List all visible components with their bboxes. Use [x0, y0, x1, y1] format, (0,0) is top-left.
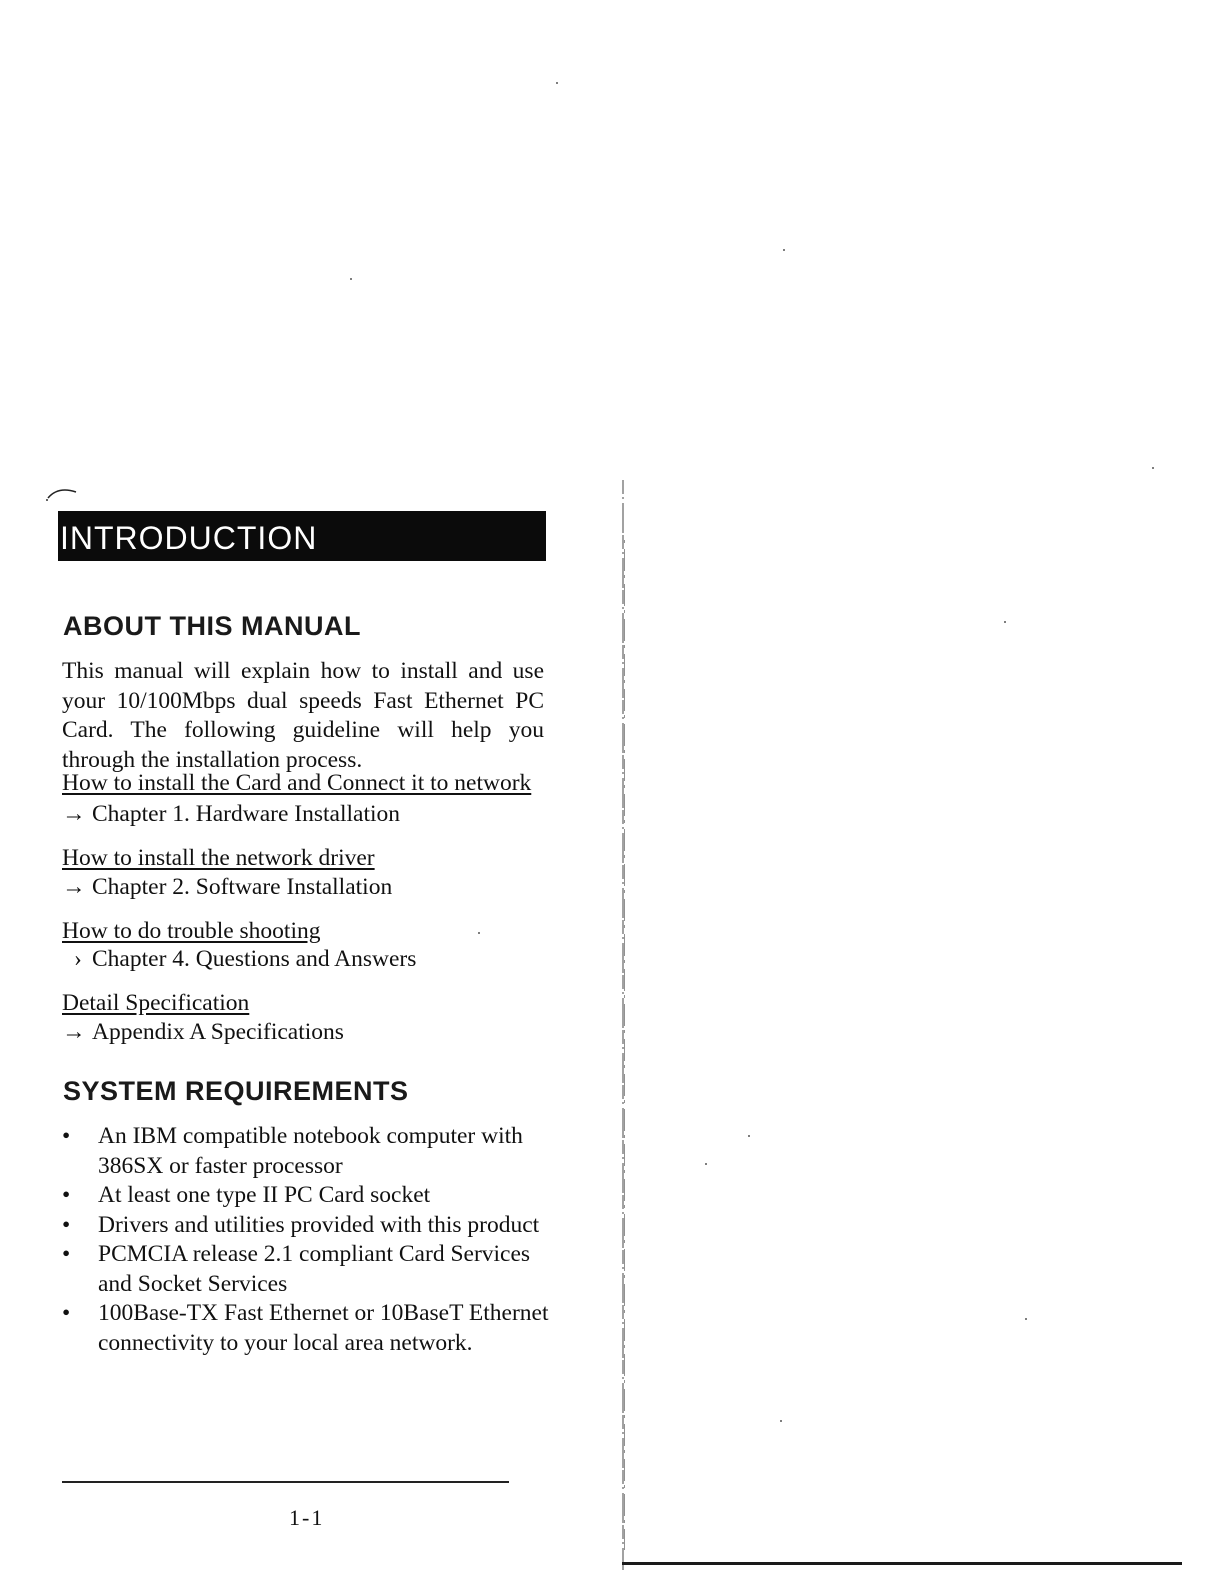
requirements-list [62, 1122, 552, 1358]
guide-target-label: Appendix A Specifications [92, 1019, 344, 1045]
requirement-text: PCMCIA release 2.1 compliant Card Services and Socket Services [98, 1241, 531, 1297]
guide-target-label: Chapter 1. Hardware Installation [92, 801, 401, 827]
scan-speck [1152, 467, 1154, 469]
guide-target-specification [62, 1019, 344, 1046]
intro-paragraph: This manual will explain how to install and use your 10/100Mbps dual speeds Fast Ethernet PC Card. The following guideline will help you through the installation process. [62, 658, 544, 773]
bullet-icon: • [62, 1182, 71, 1208]
requirement-text: Drivers and utilities provided with this product [98, 1211, 540, 1238]
page-number: 1-1 [289, 1505, 325, 1530]
list-item [62, 1240, 552, 1299]
guide-target-label: Chapter 2. Software Installation [92, 874, 393, 900]
requirement-text: At least one type II PC Card socket [98, 1182, 431, 1208]
bullet-icon: • [62, 1211, 71, 1238]
list-item [62, 1181, 552, 1211]
footer-rule [62, 1481, 509, 1483]
page-bottom-edge [622, 1562, 1182, 1565]
scan-speck [478, 932, 480, 934]
chapter-title: INTRODUCTION [60, 520, 318, 556]
list-item [62, 1299, 552, 1358]
arrow-icon: › [74, 946, 82, 972]
binding-fold-line [620, 480, 626, 1570]
section-heading-system-requirements: SYSTEM REQUIREMENTS [63, 1076, 409, 1106]
arrow-icon: → [62, 874, 86, 900]
scan-speck [1025, 1318, 1027, 1320]
guide-link-hardware: How to install the Card and Connect it to network [62, 770, 532, 796]
bullet-icon: • [62, 1300, 71, 1326]
list-item [62, 1211, 552, 1241]
guide-target-driver [62, 874, 392, 901]
scan-speck [350, 278, 352, 280]
scan-mark-icon [44, 484, 84, 504]
scan-speck [780, 1420, 782, 1422]
scan-speck [783, 249, 785, 251]
guide-target-label: Chapter 4. Questions and Answers [92, 946, 417, 972]
scan-speck [748, 1135, 750, 1137]
scan-speck [556, 82, 558, 84]
guide-target-troubleshooting [74, 946, 416, 973]
arrow-icon: → [62, 801, 86, 827]
guide-link-specification: Detail Specification [62, 990, 250, 1016]
bullet-icon: • [62, 1241, 71, 1267]
requirement-text: An IBM compatible notebook computer with 386SX or faster processor [98, 1123, 523, 1179]
guide-link-driver: How to install the network driver [62, 845, 375, 871]
chapter-title-bar [58, 511, 546, 561]
arrow-icon: → [62, 1019, 86, 1045]
guide-link-troubleshooting: How to do trouble shooting [62, 918, 321, 944]
scan-speck [705, 1163, 707, 1165]
scan-speck [1004, 621, 1006, 623]
list-item [62, 1122, 552, 1181]
section-heading-about: ABOUT THIS MANUAL [63, 611, 361, 641]
bullet-icon: • [62, 1123, 71, 1149]
guide-target-hardware [62, 801, 400, 828]
requirement-text: 100Base-TX Fast Ethernet or 10BaseT Ethernet connectivity to your local area network. [98, 1300, 549, 1356]
